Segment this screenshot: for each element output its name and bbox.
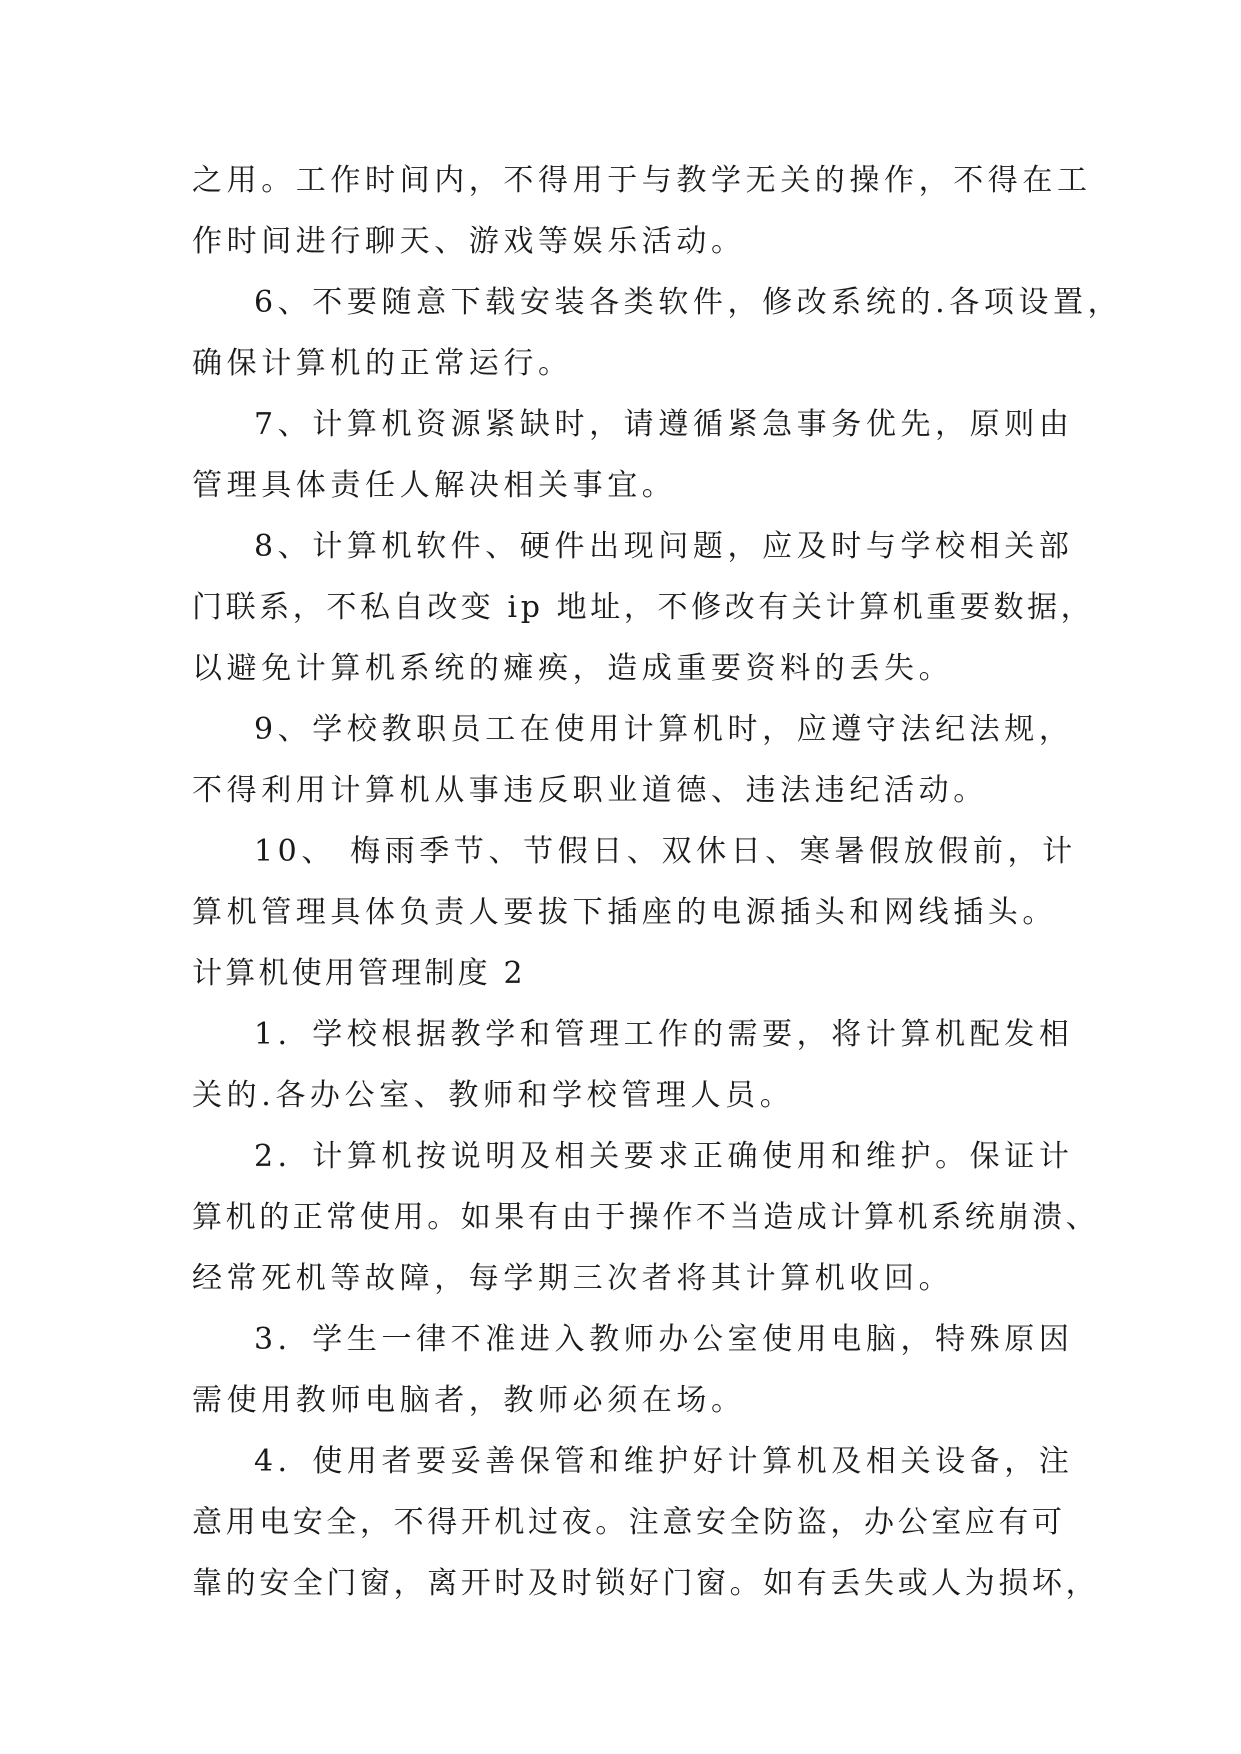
text-line: 靠的安全门窗，离开时及时锁好门窗。如有丢失或人为损坏， [192,1566,1100,1601]
text-line: 算机的正常使用。如果有由于操作不当造成计算机系统崩溃、 [192,1200,1100,1235]
text-line: 关的.各办公室、教师和学校管理人员。 [192,1078,795,1113]
text-line: 之用。工作时间内，不得用于与教学无关的操作，不得在工 [192,163,1092,198]
list-item-3: 3．学生一律不准进入教师办公室使用电脑，特殊原因 [254,1322,1074,1357]
list-item-2: 2．计算机按说明及相关要求正确使用和维护。保证计 [254,1139,1074,1174]
list-item-4: 4．使用者要妥善保管和维护好计算机及相关设备，注 [254,1444,1074,1479]
text-line: 门联系，不私自改变 ip 地址，不修改有关计算机重要数据， [192,590,1095,625]
document-page [192,150,1123,1614]
text-line: 管理具体责任人解决相关事宜。 [192,468,677,503]
section-heading: 计算机使用管理制度 2 [192,956,526,991]
list-item-10: 10、 梅雨季节、节假日、双休日、寒暑假放假前，计 [254,834,1077,869]
list-item-7: 7、计算机资源紧缺时，请遵循紧急事务优先，原则由 [254,407,1074,442]
list-item-8: 8、计算机软件、硬件出现问题，应及时与学校相关部 [254,529,1074,564]
list-item-1: 1．学校根据教学和管理工作的需要，将计算机配发相 [254,1017,1074,1052]
text-line: 作时间进行聊天、游戏等娱乐活动。 [192,224,746,259]
text-line: 经常死机等故障，每学期三次者将其计算机收回。 [192,1261,954,1296]
text-line: 以避免计算机系统的瘫痪，造成重要资料的丢失。 [192,651,954,686]
text-line: 不得利用计算机从事违反职业道德、违法违纪活动。 [192,773,988,808]
list-item-6: 6、不要随意下载安装各类软件，修改系统的.各项设置， [254,285,1123,320]
list-item-9: 9、学校教职员工在使用计算机时，应遵守法纪法规， [254,712,1074,747]
text-line: 确保计算机的正常运行。 [192,346,573,381]
text-line: 需使用教师电脑者，教师必须在场。 [192,1383,746,1418]
text-line: 意用电安全，不得开机过夜。注意安全防盗，办公室应有可 [192,1505,1066,1540]
text-line: 算机管理具体负责人要拔下插座的电源插头和网线插头。 [192,895,1057,930]
